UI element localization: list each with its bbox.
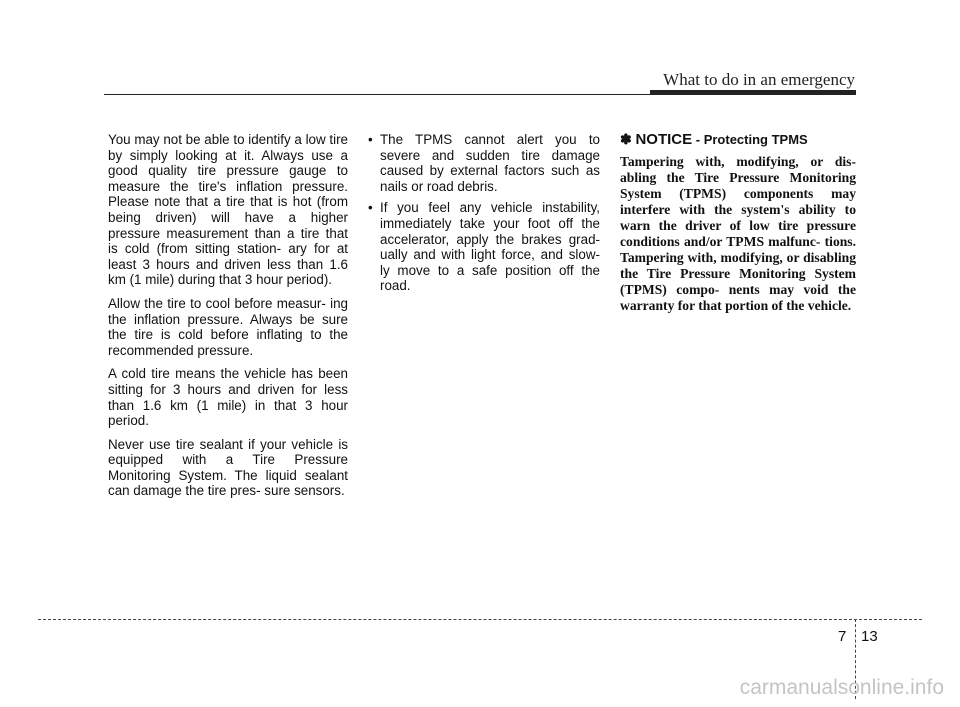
bullet-list <box>368 132 600 294</box>
list-item <box>368 132 600 194</box>
section-title: What to do in an emergency <box>663 70 855 89</box>
paragraph: You may not be able to identify a low tire by simply looking at it. Always use a good quality tire pressure gauge to measure the tire's inflation pressure. Please note that a tire that is hot (from being driven) will have a higher pressure measurement than a tire that is cold (from sitting station- ary for at least 3 hours and driven less than 1.6 km (1 mile) during that 3 hour period). <box>108 132 348 288</box>
notice-asterisk-icon: ✽ <box>620 131 632 147</box>
list-item-text: The TPMS cannot alert you to severe and sudden tire damage caused by external factors such as nails or road debris. <box>380 132 600 194</box>
bullet-icon: • <box>368 132 373 147</box>
header-rule <box>104 94 856 95</box>
column-middle <box>368 132 600 300</box>
paragraph: Never use tire sealant if your vehicle is equipped with a Tire Pressure Monitoring System. The liquid sealant can damage the tire pres- sure sensors. <box>108 436 348 499</box>
page-number: 13 <box>861 628 878 645</box>
footer-rule <box>38 619 922 620</box>
chapter-number: 7 <box>838 628 847 645</box>
column-left <box>108 132 348 507</box>
bullet-icon: • <box>368 200 373 216</box>
list-item-text: If you feel any vehicle instability, immediately take your foot off the accelerator, apply the brakes grad- ually and with light force, and slow- ly move to a safe position off the road. <box>380 200 600 294</box>
watermark: carmanualsonline.info <box>739 676 944 699</box>
list-item <box>368 200 600 294</box>
paragraph: Allow the tire to cool before measur- ing the inflation pressure. Always be sure the tire is cold before inflating to the recommended pressure. <box>108 295 348 358</box>
notice-body: Tampering with, modifying, or dis- abling the Tire Pressure Monitoring System (TPMS) components may interfere with the system's ability to warn the driver of low tire pressure conditions and/or TPMS malfunc- tions. Tampering with, modifying, or disabling the Tire Pressure Monitoring System (TPMS) compo- nents may void the warranty for that portion of the vehicle. <box>620 153 856 313</box>
notice-label: NOTICE <box>635 131 693 148</box>
notice-heading <box>620 132 856 148</box>
paragraph: A cold tire means the vehicle has been sitting for 3 hours and driven for less than 1.6 km (1 mile) in that 3 hour period. <box>108 366 348 429</box>
notice-subtitle: - Protecting TPMS <box>692 132 808 147</box>
notice-box <box>620 132 856 322</box>
